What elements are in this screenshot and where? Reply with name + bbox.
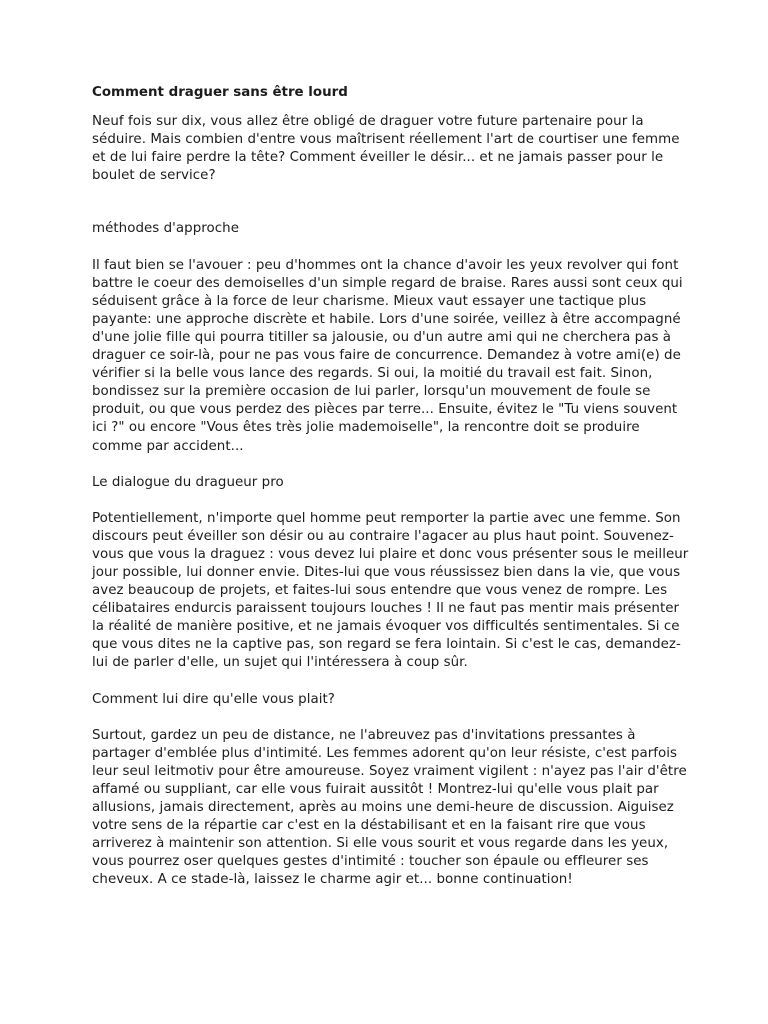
section-body: Potentiellement, n'importe quel homme peut remporter la partie avec une femme. Son discours peut éveiller son désir ou au contraire l'agacer au plus haut point. Souvenez- vous que vous la draguez : vous devez lui plaire et donc vous présenter sous le meilleur jour possible, lui donner envie. Dites-lui que vous réussissez bien dans la vie, que vous avez beaucoup de projets, et faites-lui sous entendre que vous venez de rompre. Les célibataires endurcis paraissent toujours louches ! Il ne faut pas mentir mais présenter la réalité de manière positive, et ne jamais évoquer vos difficultés sentimentales. Si ce que vous dites ne la captive pas, son regard se fera lointain. Si c'est le cas, demandez-lui de parler d'elle, un sujet qui l'intéressera à coup sûr. <box>92 510 689 671</box>
section-body: Il faut bien se l'avouer : peu d'hommes ont la chance d'avoir les yeux revolver qui font battre le coeur des demoiselles d'un simple regard de braise. Rares aussi sont ceux qui séduisent grâce à la force de leur charisme. Mieux vaut essayer une tactique plus payante: une approche discrète et habile. Lors d'une soirée, veillez à être accompagné d'une jolie fille qui pourra titiller sa jalousie, ou d'un autre ami qui ne cherchera pas à draguer ce soir-là, pour ne pas vous faire de concurrence. Demandez à votre ami(e) de vérifier si la belle vous lance des regards. Si oui, la moitié du travail est fait. Sinon, bondissez sur la première occasion de lui parler, lorsqu'un mouvement de foule se produit, ou que vous perdez des pièces par terre... Ensuite, évitez le "Tu viens souvent ici ?" ou encore "Vous êtes très jolie mademoiselle", la rencontre doit se produire comme par accident... <box>92 257 683 454</box>
section-approach <box>92 220 692 455</box>
intro-paragraph: Neuf fois sur dix, vous allez être obligé de draguer votre future partenaire pour la séduire. Mais combien d'entre vous maîtrisent réellement l'art de courtiser une femme et de lui faire perdre la tête? Comment éveiller le désir... et ne jamais passer pour le boulet de service? <box>92 114 680 184</box>
section-heading: méthodes d'approche <box>92 221 240 237</box>
document-page <box>92 84 692 907</box>
section-heading: Le dialogue du dragueur pro <box>92 474 284 490</box>
document-title: Comment draguer sans être lourd <box>92 85 348 100</box>
section-compliment <box>92 691 692 890</box>
section-dialogue <box>92 474 692 673</box>
section-body: Surtout, gardez un peu de distance, ne l'abreuvez pas d'invitations pressantes à partager d'emblée plus d'intimité. Les femmes adorent qu'on leur résiste, c'est parfois leur seul leitmotiv pour être amoureuse. Soyez vraiment vigilent : n'ayez pas l'air d'être affamé ou suppliant, car elle vous fuirait aussitôt ! Montrez-lui qu'elle vous plait par allusions, jamais directement, après au moins une demi-heure de discussion. Aiguisez votre sens de la répartie car c'est en la déstabilisant et en la faisant rire que vous arriverez à maintenir son attention. Si elle vous sourit et vous regarde dans les yeux, vous pourrez oser quelques gestes d'intimité : toucher son épaule ou effleurer ses cheveux. A ce stade-là, laissez le charme agir et... bonne continuation! <box>92 727 687 888</box>
section-heading: Comment lui dire qu'elle vous plait? <box>92 691 335 707</box>
